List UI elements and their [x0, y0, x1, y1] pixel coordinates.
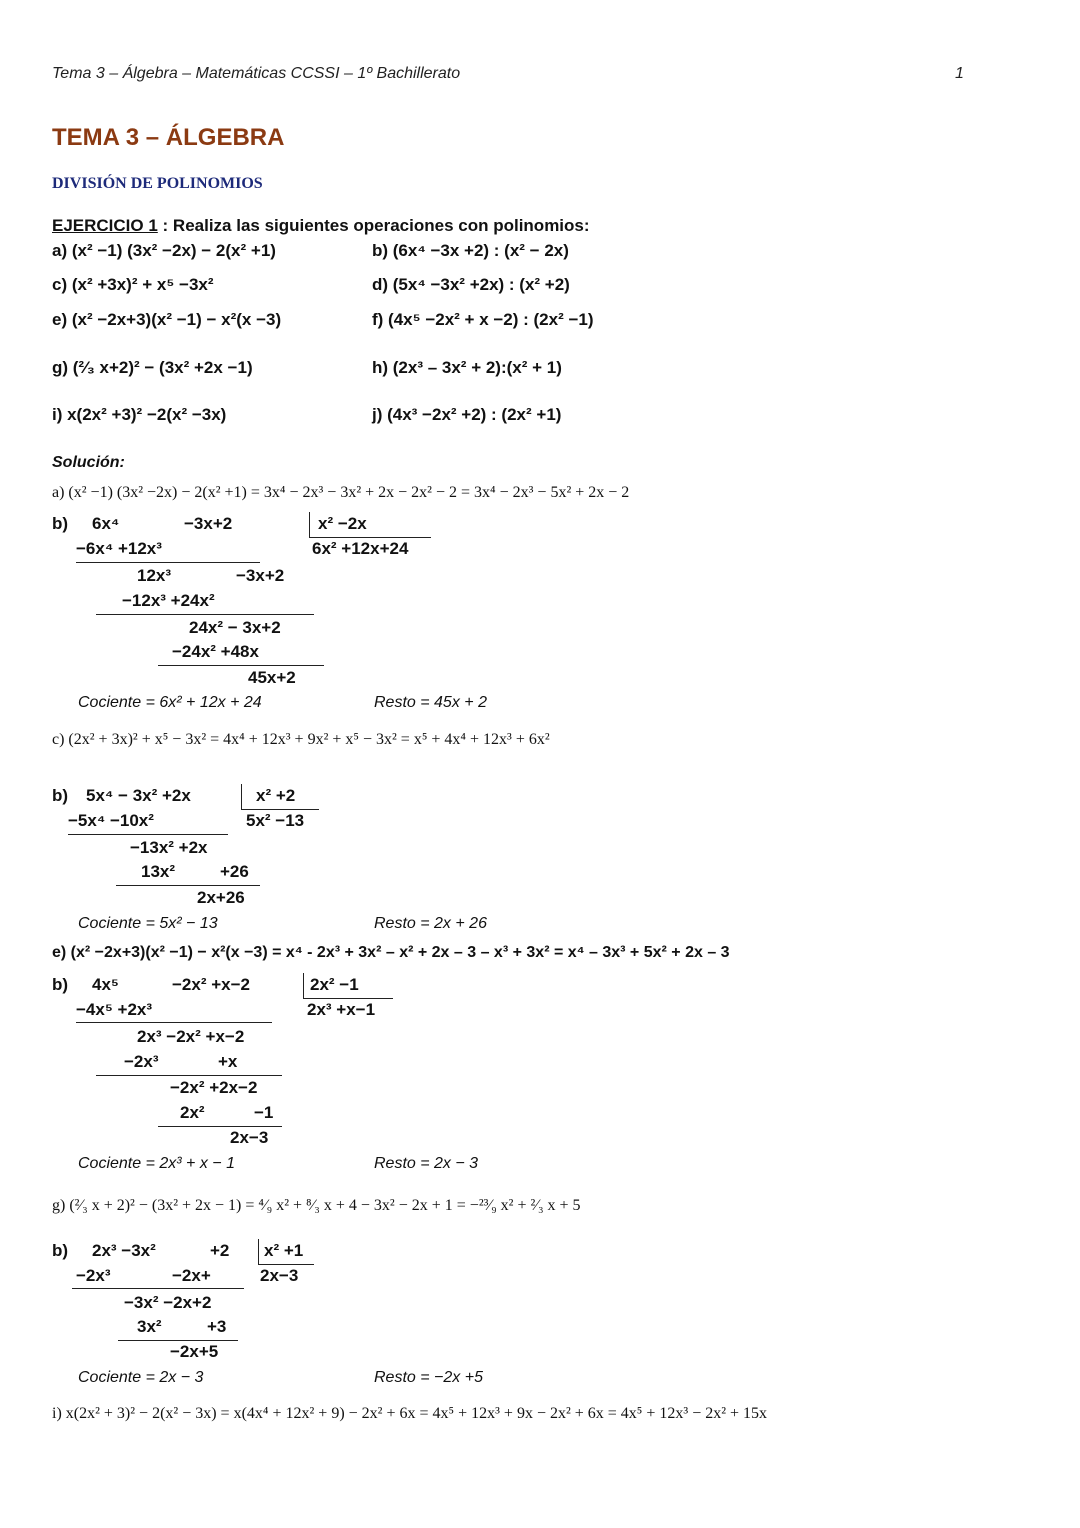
- div3-bracket-h: [303, 998, 393, 999]
- page-title: TEMA 3 – ÁLGEBRA: [52, 124, 285, 151]
- div3-cociente: Cociente = 2x³ + x − 1: [78, 1155, 235, 1172]
- section-subtitle: DIVISIÓN DE POLINOMIOS: [52, 175, 263, 192]
- exercise-item-g: g) (²⁄₃ x+2)² − (3x² +2x −1): [52, 358, 253, 377]
- div1-cociente: Cociente = 6x² + 12x + 24: [78, 694, 262, 711]
- exercise-item-h: h) (2x³ – 3x² + 2):(x² + 1): [372, 358, 562, 377]
- div2-bracket-v: [241, 784, 242, 809]
- div1-resto: Resto = 45x + 2: [374, 694, 487, 711]
- div4-label: b): [52, 1241, 69, 1260]
- div4-line3: −3x² −2x+2: [124, 1293, 212, 1312]
- div2-line2: −5x⁴ −10x²: [68, 811, 154, 830]
- div2-line1: 5x⁴ − 3x² +2x: [86, 786, 191, 805]
- page-number: 1: [955, 65, 964, 82]
- div3-rule3: [158, 1126, 282, 1127]
- exercise-item-c: c) (x² +3x)² + x⁵ −3x²: [52, 275, 214, 294]
- div4-resto: Resto = −2x +5: [374, 1369, 483, 1386]
- div3-line4a: −2x³: [124, 1052, 159, 1071]
- div4-cociente: Cociente = 2x − 3: [78, 1369, 204, 1386]
- div1-line3a: 12x³: [137, 566, 172, 585]
- div4-line2a: −2x³: [76, 1266, 111, 1285]
- div1-line1b: −3x+2: [184, 514, 233, 533]
- div3-line4b: +x: [218, 1052, 238, 1071]
- div1-line6: −24x² +48x: [172, 642, 259, 661]
- div1-line1a: 6x⁴: [92, 514, 120, 533]
- div2-bracket-h: [241, 809, 319, 810]
- div2-line5: 2x+26: [197, 888, 245, 907]
- div4-line4a: 3x²: [137, 1317, 162, 1336]
- exercise-item-b: b) (6x⁴ −3x +2) : (x² − 2x): [372, 241, 569, 260]
- div1-bracket-v: [309, 512, 310, 537]
- exercise-prompt: : Realiza las siguientes operaciones con polinomios:: [157, 216, 590, 235]
- div3-divisor: 2x² −1: [310, 975, 359, 994]
- solution-c: c) (2x² + 3x)² + x⁵ − 3x² = 4x⁴ + 12x³ + 9x² + x⁵ − 3x² = x⁵ + 4x⁴ + 12x³ + 6x²: [52, 731, 550, 748]
- div3-rule2: [96, 1075, 282, 1076]
- div3-label: b): [52, 975, 69, 994]
- div4-divisor: x² +1: [264, 1241, 304, 1260]
- div3-rule1: [76, 1022, 272, 1023]
- div4-bracket-h: [258, 1264, 314, 1265]
- div3-line3: 2x³ −2x² +x−2: [137, 1027, 245, 1046]
- div1-rule2: [96, 614, 314, 615]
- div2-divisor: x² +2: [256, 786, 296, 805]
- exercise-heading: [52, 216, 590, 236]
- div1-divisor: x² −2x: [318, 514, 367, 533]
- div1-bracket-h: [309, 537, 431, 538]
- div2-rule2: [116, 885, 260, 886]
- div4-line4b: +3: [207, 1317, 227, 1336]
- div3-resto: Resto = 2x − 3: [374, 1155, 479, 1172]
- exercise-item-a: a) (x² −1) (3x² −2x) − 2(x² +1): [52, 241, 276, 260]
- exercise-item-d: d) (5x⁴ −3x² +2x) : (x² +2): [372, 275, 570, 294]
- div3-quotient: 2x³ +x−1: [307, 1000, 376, 1019]
- exercise-item-j: j) (4x³ −2x² +2) : (2x² +1): [372, 405, 562, 424]
- div4-line1b: +2: [210, 1241, 230, 1260]
- div1-line7: 45x+2: [248, 668, 296, 687]
- div2-cociente: Cociente = 5x² − 13: [78, 915, 218, 932]
- div4-rule2: [118, 1340, 238, 1341]
- solution-a: a) (x² −1) (3x² −2x) − 2(x² +1) = 3x⁴ − 2x³ − 3x² + 2x − 2x² − 2 = 3x⁴ − 2x³ − 5x² + 2x − 2: [52, 484, 630, 501]
- exercise-item-e: e) (x² −2x+3)(x² −1) − x²(x −3): [52, 310, 282, 329]
- exercise-item-f: f) (4x⁵ −2x² + x −2) : (2x² −1): [372, 310, 594, 329]
- page-header: Tema 3 – Álgebra – Matemáticas CCSSI – 1º Bachillerato: [52, 65, 461, 82]
- div3-line1a: 4x⁵: [92, 975, 119, 994]
- solution-i: i) x(2x² + 3)² − 2(x² − 3x) = x(4x⁴ + 12x² + 9) − 2x² + 6x = 4x⁵ + 12x³ + 9x − 2x² + 6x = 4x⁵ + 12x³ − 2x² + 15x: [52, 1405, 768, 1422]
- div4-line5: −2x+5: [170, 1342, 219, 1361]
- div3-line1b: −2x² +x−2: [172, 975, 250, 994]
- div1-line5: 24x² − 3x+2: [189, 618, 281, 637]
- div3-line2: −4x⁵ +2x³: [76, 1000, 153, 1019]
- div1-rule3: [158, 665, 324, 666]
- div1-line4: −12x³ +24x²: [122, 591, 215, 610]
- div3-line7: 2x−3: [230, 1128, 269, 1147]
- solution-e: e) (x² −2x+3)(x² −1) − x²(x −3) = x⁴ - 2x³ + 3x² – x² + 2x – 3 – x³ + 3x² = x⁴ – 3x³ + 5x² + 2x – 3: [52, 944, 730, 961]
- div3-bracket-v: [303, 973, 304, 998]
- div2-line4b: +26: [220, 862, 249, 881]
- div2-quotient: 5x² −13: [246, 811, 305, 830]
- div4-line2b: −2x+: [172, 1266, 211, 1285]
- div1-rule1: [76, 562, 260, 563]
- div3-line5: −2x² +2x−2: [170, 1078, 258, 1097]
- div4-line1a: 2x³ −3x²: [92, 1241, 156, 1260]
- div2-resto: Resto = 2x + 26: [374, 915, 487, 932]
- div1-label: b): [52, 514, 69, 533]
- div2-line3: −13x² +2x: [130, 838, 208, 857]
- solution-label: Solución:: [52, 454, 125, 471]
- div1-quotient: 6x² +12x+24: [312, 539, 409, 558]
- div4-bracket-v: [258, 1239, 259, 1264]
- div3-line6b: −1: [254, 1103, 274, 1122]
- div1-line2: −6x⁴ +12x³: [76, 539, 162, 558]
- exercise-label: EJERCICIO 1: [52, 216, 158, 235]
- solution-g: g) (²⁄₃ x + 2)² − (3x² + 2x − 1) = ⁴⁄₉ x² + ⁸⁄₃ x + 4 − 3x² − 2x + 1 = −²³⁄₉ x² + ²⁄₃ x + 5: [52, 1197, 581, 1214]
- div2-rule1: [68, 834, 228, 835]
- div4-rule1: [72, 1288, 244, 1289]
- div1-line3b: −3x+2: [236, 566, 285, 585]
- div2-label: b): [52, 786, 69, 805]
- div4-quotient: 2x−3: [260, 1266, 299, 1285]
- div3-line6a: 2x²: [180, 1103, 205, 1122]
- exercise-item-i: i) x(2x² +3)² −2(x² −3x): [52, 405, 227, 424]
- div2-line4a: 13x²: [141, 862, 176, 881]
